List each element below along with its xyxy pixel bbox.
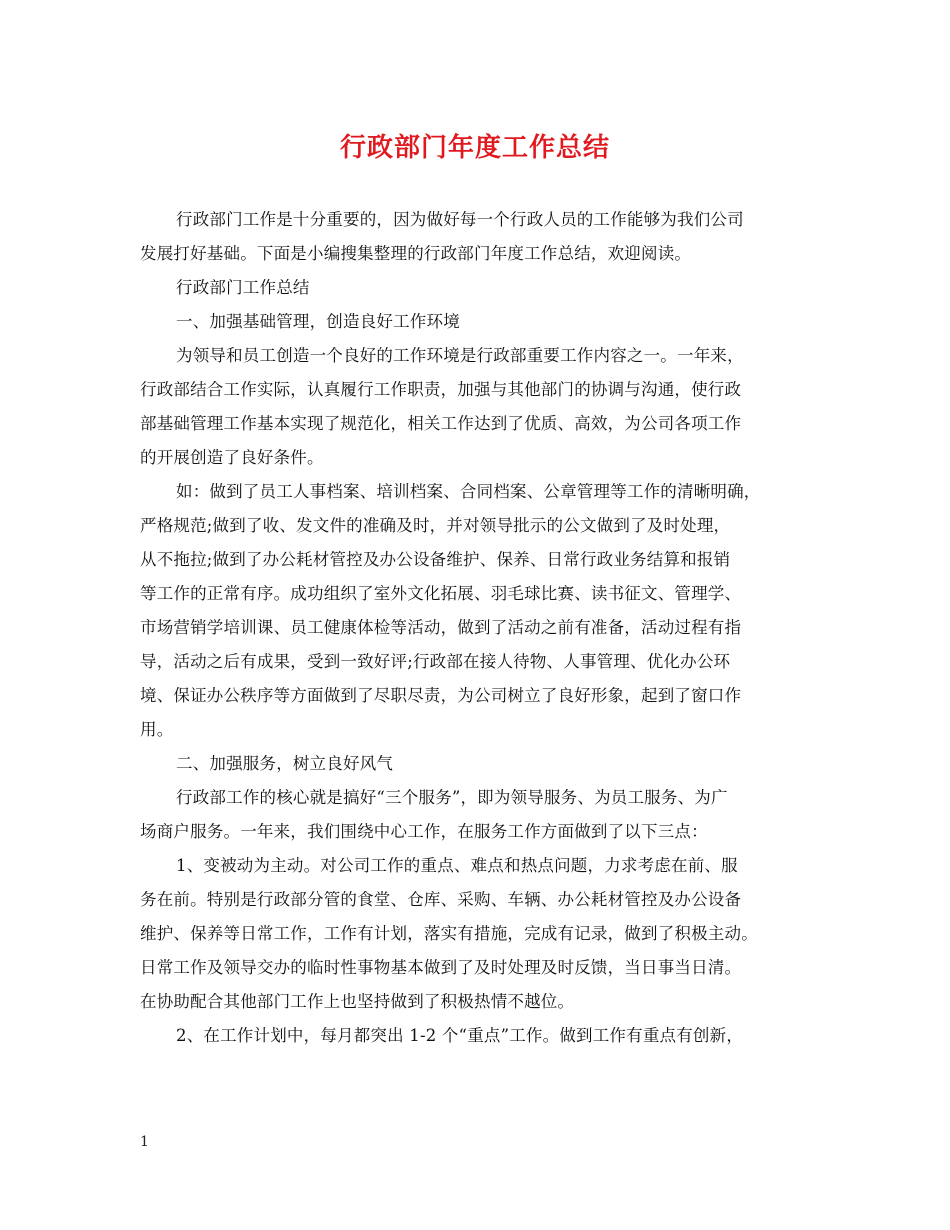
body-line: 二、加强服务，树立良好风气: [176, 754, 394, 773]
body-line: 维护、保养等日常工作，工作有计划，落实有措施，完成有记录，做到了积极主动。: [140, 924, 758, 943]
body-line: 的开展创造了良好条件。: [140, 448, 324, 467]
body-line: 1、变被动为主动。对公司工作的重点、难点和热点问题，力求考虑在前、服: [176, 856, 738, 875]
document-title: 行政部门年度工作总结: [339, 133, 610, 163]
body-line: 等工作的正常有序。成功组织了室外文化拓展、羽毛球比赛、读书征文、管理学、: [140, 584, 742, 603]
body-line: 如：做到了员工人事档案、培训档案、合同档案、公章管理等工作的清晰明确，: [176, 482, 761, 501]
body-line: 一、加强基础管理，创造良好工作环境: [176, 312, 460, 331]
body-line: 在协助配合其他部门工作上也坚持做到了积极热情不越位。: [140, 992, 575, 1011]
body-line: 用。: [140, 720, 174, 739]
body-line: 行政部门工作总结: [176, 278, 310, 297]
body-line: 行政部工作的核心就是搞好“三个服务”，即为领导服务、为员工服务、为广: [176, 788, 728, 807]
body-line: 境、保证办公秩序等方面做到了尽职尽责，为公司树立了良好形象，起到了窗口作: [140, 686, 742, 705]
page-number: 1: [140, 1134, 149, 1150]
body-line: 行政部门工作是十分重要的，因为做好每一个行政人员的工作能够为我们公司: [176, 210, 744, 229]
body-line: 日常工作及领导交办的临时性事物基本做到了及时处理及时反馈，当日事当日清。: [140, 958, 742, 977]
body-line: 部基础管理工作基本实现了规范化，相关工作达到了优质、高效，为公司各项工作: [140, 414, 742, 433]
body-line: 导，活动之后有成果，受到一致好评;行政部在接人待物、人事管理、优化办公环: [140, 652, 731, 671]
body-line: 严格规范;做到了收、发文件的准确及时，并对领导批示的公文做到了及时处理，: [140, 516, 731, 535]
body-line: 市场营销学培训课、员工健康体检等活动，做到了活动之前有准备，活动过程有指: [140, 618, 742, 637]
document-body: [140, 203, 820, 1053]
body-line: 发展打好基础。下面是小编搜集整理的行政部门年度工作总结，欢迎阅读。: [140, 244, 692, 263]
body-line: 2、在工作计划中，每月都突出 1-2 个“重点”工作。做到工作有重点有创新，: [176, 1026, 744, 1045]
body-line: 从不拖拉;做到了办公耗材管控及办公设备维护、保养、日常行政业务结算和报销: [140, 550, 731, 569]
body-line: 行政部结合工作实际，认真履行工作职责，加强与其他部门的协调与沟通，使行政: [140, 380, 742, 399]
body-line: 为领导和员工创造一个良好的工作环境是行政部重要工作内容之一。一年来，: [176, 346, 744, 365]
body-line: 务在前。特别是行政部分管的食堂、仓库、采购、车辆、办公耗材管控及办公设备: [140, 890, 742, 909]
body-line: 场商户服务。一年来，我们围绕中心工作，在服务工作方面做到了以下三点：: [140, 822, 708, 841]
